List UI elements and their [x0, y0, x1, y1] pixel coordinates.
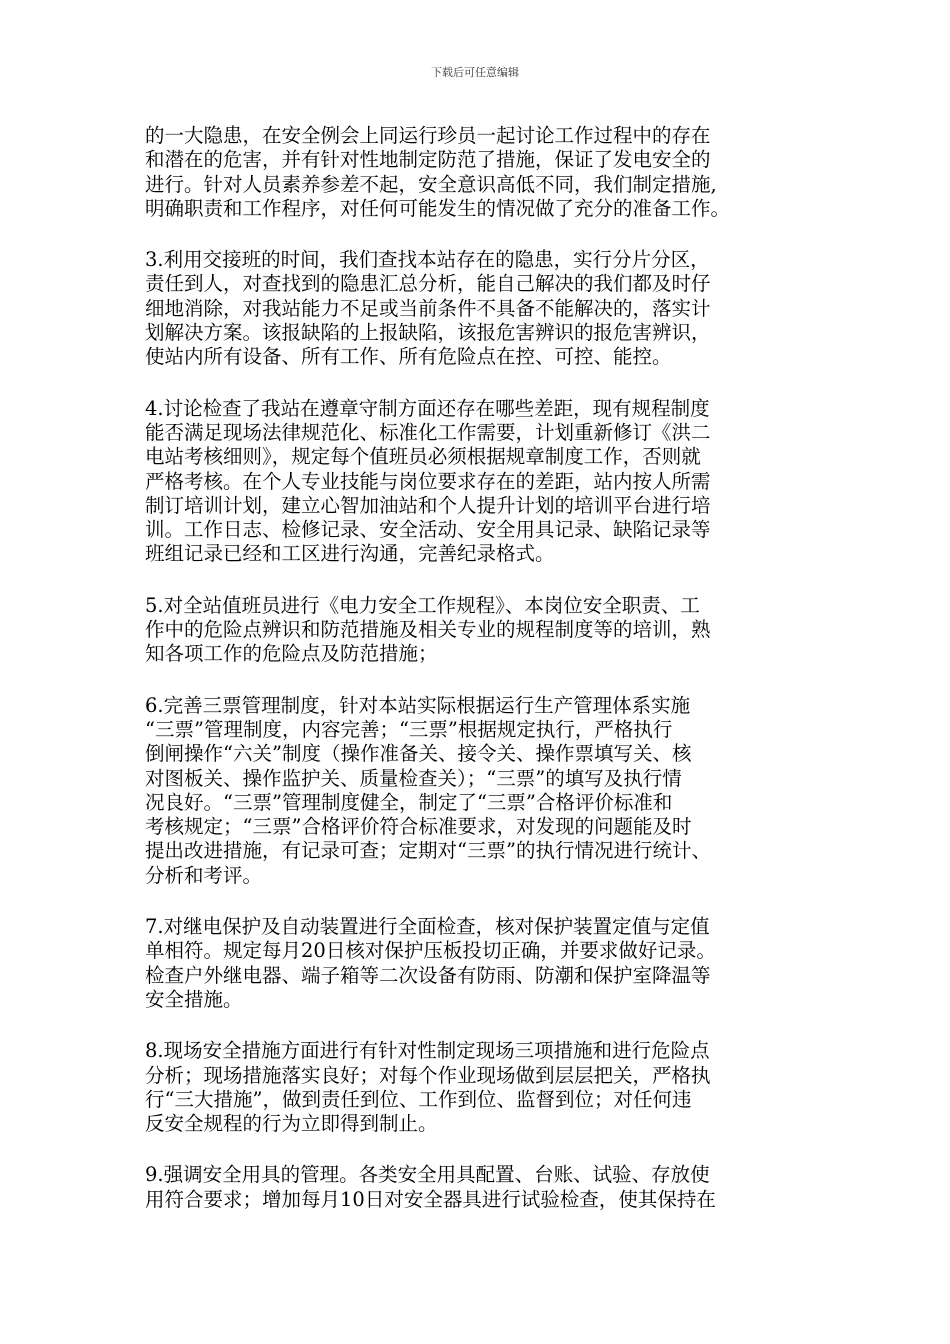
text-line: 知各项工作的危险点及防范措施； — [145, 642, 438, 666]
text-line: 分析；现场措施落实良好；对每个作业现场做到层层把关，严格执 — [145, 1063, 711, 1087]
text-line: 9.强调安全用具的管理。各类安全用具配置、台账、试验、存放使 — [145, 1163, 710, 1187]
paragraph-item-3 — [145, 248, 817, 369]
text-line: 和潜在的危害，并有针对性地制定防范了措施，保证了发电安全的 — [145, 148, 711, 172]
text-line: 行“三大措施”，做到责任到位、工作到位、监督到位；对任何违 — [145, 1087, 692, 1111]
text-line: “三票”管理制度，内容完善；“三票”根据规定执行，严格执行 — [145, 717, 673, 741]
text-line: 3.利用交接班的时间，我们查找本站存在的隐患，实行分片分区， — [145, 248, 710, 272]
paragraph-item-7 — [145, 915, 817, 1012]
text-line: 倒闸操作“六关”制度（操作准备关、接令关、操作票填写关、核 — [145, 742, 692, 766]
paragraph-item-6 — [145, 694, 817, 888]
text-line: 提出改进措施，有记录可查；定期对“三票”的执行情况进行统计、 — [145, 839, 711, 863]
text-line: 8.现场安全措施方面进行有针对性制定现场三项措施和进行危险点 — [145, 1039, 710, 1063]
text-line: 电站考核细则》，规定每个值班员必须根据规章制度工作，否则就 — [145, 445, 701, 469]
text-line: 反安全规程的行为立即得到制止。 — [145, 1112, 438, 1136]
text-line: 能否满足现场法律规范化、标准化工作需要，计划重新修订《洪二 — [145, 420, 711, 444]
text-line: 5.对全站值班员进行《电力安全工作规程》、本岗位安全职责、工 — [145, 593, 700, 617]
text-line: 考核规定；“三票”合格评价符合标准要求，对发现的问题能及时 — [145, 815, 692, 839]
paragraph-item-8 — [145, 1039, 817, 1136]
text-line: 安全措施。 — [145, 987, 243, 1011]
page-header: 下载后可任意编辑 — [431, 66, 519, 79]
text-line: 责任到人，对查找到的隐患汇总分析，能自己解决的我们都及时仔 — [145, 272, 711, 296]
text-line: 7.对继电保护及自动装置进行全面检查，核对保护装置定值与定值 — [145, 915, 710, 939]
text-line: 制订培训计划，建立心智加油站和个人提升计划的培训平台进行培 — [145, 493, 711, 517]
text-line: 况良好。“三票”管理制度健全，制定了“三票”合格评价标准和 — [145, 790, 673, 814]
paragraph-safety-meeting — [145, 124, 817, 221]
text-line: 单相符。规定每月20日核对保护压板投切正确，并要求做好记录。 — [145, 939, 716, 963]
text-line: 分析和考评。 — [145, 863, 263, 887]
text-line: 作中的危险点辨识和防范措施及相关专业的规程制度等的培训，熟 — [145, 618, 711, 642]
text-line: 对图板关、操作监护关、质量检查关）；“三票”的填写及执行情 — [145, 766, 682, 790]
text-line: 进行。针对人员素养参差不起，安全意识高低不同，我们制定措施, — [145, 172, 717, 196]
text-line: 检查户外继电器、端子箱等二次设备有防雨、防潮和保护室降温等 — [145, 963, 711, 987]
text-line: 明确职责和工作程序，对任何可能发生的情况做了充分的准备工作。 — [145, 196, 731, 220]
document-body — [145, 124, 817, 1239]
paragraph-item-5 — [145, 594, 817, 667]
text-line: 用符合要求；增加每月10日对安全器具进行试验检查，使其保持在 — [145, 1187, 716, 1211]
paragraph-item-9 — [145, 1163, 817, 1212]
text-line: 严格考核。在个人专业技能与岗位要求存在的差距，站内按人所需 — [145, 469, 711, 493]
paragraph-item-4 — [145, 397, 817, 567]
text-line: 细地消除，对我站能力不足或当前条件不具备不能解决的，落实计 — [145, 296, 711, 320]
text-line: 训。工作日志、检修记录、安全活动、安全用具记录、缺陷记录等 — [145, 518, 711, 542]
text-line: 班组记录已经和工区进行沟通，完善纪录格式。 — [145, 542, 555, 566]
text-line: 4.讨论检查了我站在遵章守制方面还存在哪些差距，现有规程制度 — [145, 396, 710, 420]
text-line: 使站内所有设备、所有工作、所有危险点在控、可控、能控。 — [145, 345, 672, 369]
text-line: 6.完善三票管理制度，针对本站实际根据运行生产管理体系实施 — [145, 693, 691, 717]
text-line: 的一大隐患，在安全例会上同运行珍员一起讨论工作过程中的存在 — [145, 124, 711, 147]
text-line: 划解决方案。该报缺陷的上报缺陷，该报危害辨识的报危害辨识， — [145, 321, 711, 345]
